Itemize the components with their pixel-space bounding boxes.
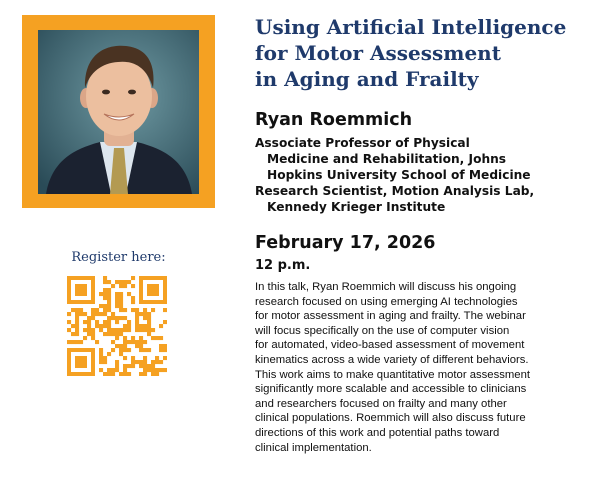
abstract-line: kinematics across a wide variety of different behaviors. bbox=[255, 353, 529, 366]
speaker-photo-frame bbox=[22, 15, 215, 208]
event-abstract bbox=[255, 280, 595, 455]
event-title bbox=[255, 14, 595, 92]
abstract-line: In this talk, Ryan Roemmich will discuss his ongoing bbox=[255, 281, 517, 293]
abstract-line: for motor assessment in aging and frailty. The webinar bbox=[255, 310, 526, 323]
speaker-affiliations bbox=[255, 135, 595, 215]
event-title-line: for Motor Assessment bbox=[255, 41, 501, 65]
speaker-name: Ryan Roemmich bbox=[255, 110, 413, 130]
abstract-line: significantly more scalable and accessible to clinicians bbox=[255, 383, 527, 396]
qr-code-icon[interactable] bbox=[67, 276, 167, 376]
event-date: February 17, 2026 bbox=[255, 233, 436, 253]
affiliation-line: Research Scientist, Motion Analysis Lab, bbox=[255, 184, 535, 198]
abstract-line: research focused on using emerging AI technologies bbox=[255, 295, 518, 308]
abstract-line: will focus specifically on the use of computer vision bbox=[255, 324, 510, 337]
speaker-photo bbox=[38, 30, 199, 194]
event-title-line: in Aging and Frailty bbox=[255, 67, 479, 91]
event-time: 12 p.m. bbox=[255, 258, 311, 273]
abstract-line: and researchers focused on frailty and many other bbox=[255, 397, 507, 410]
abstract-line: clinical populations. Roemmich will also discuss future bbox=[255, 412, 526, 425]
abstract-line: This work aims to make quantitative motor assessment bbox=[255, 368, 530, 381]
abstract-line: directions of this work and potential paths toward bbox=[255, 426, 500, 439]
affiliation-line: Associate Professor of Physical bbox=[255, 136, 470, 150]
abstract-line: clinical implementation. bbox=[255, 441, 372, 454]
affiliation-line: Medicine and Rehabilitation, Johns bbox=[267, 152, 507, 166]
affiliation-line: Kennedy Krieger Institute bbox=[267, 200, 446, 214]
register-label: Register here: bbox=[71, 250, 166, 265]
affiliation-line: Hopkins University School of Medicine bbox=[267, 168, 531, 182]
abstract-line: for automated, video-based assessment of movement bbox=[255, 339, 525, 352]
event-title-line: Using Artificial Intelligence bbox=[255, 15, 567, 39]
